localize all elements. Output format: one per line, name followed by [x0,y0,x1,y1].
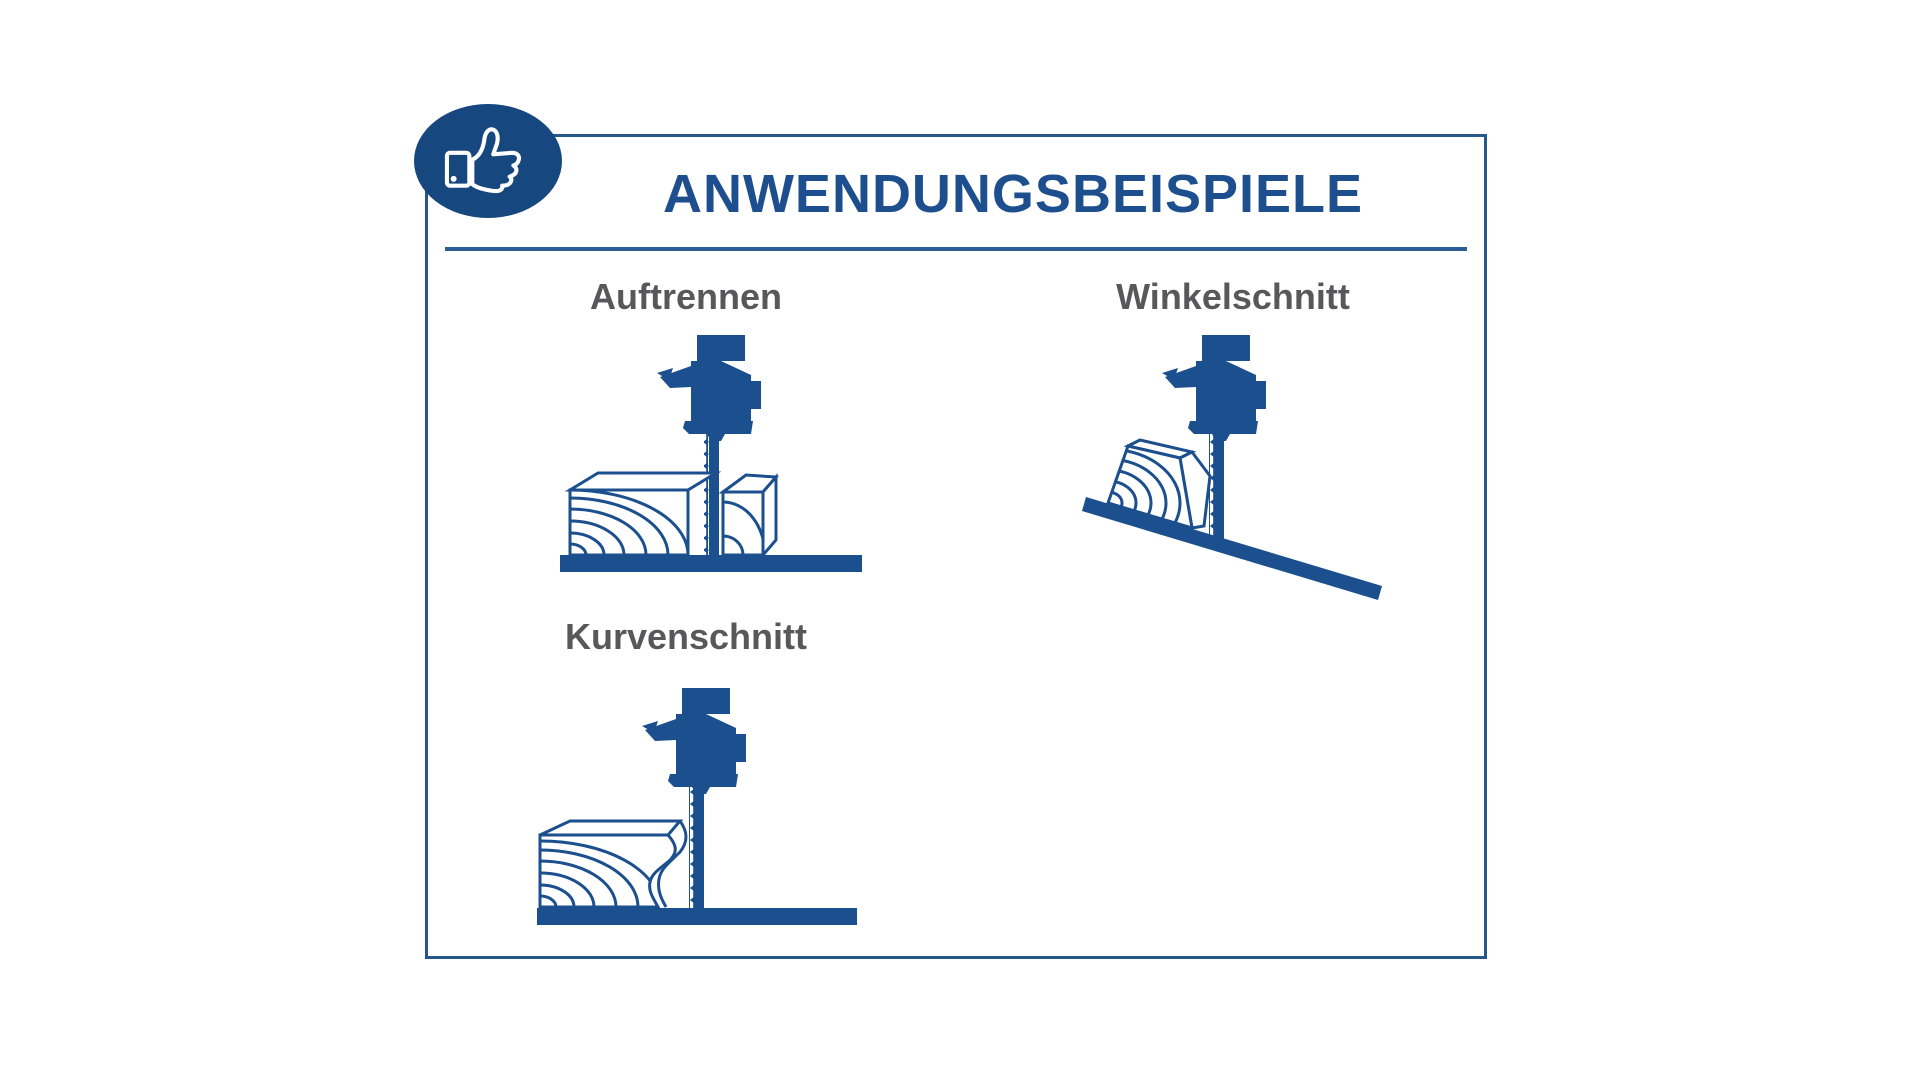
thumbs-up-icon [432,118,544,204]
bandsaw-head-icon [1162,335,1266,441]
auftrennen-illustration [558,330,878,580]
saw-blade [1209,434,1224,546]
label-auftrennen: Auftrennen [590,276,782,317]
saw-blade [704,434,719,564]
saw-table [537,908,857,925]
kurvenschnitt-illustration [530,680,870,940]
label-winkelschnitt: Winkelschnitt [1116,276,1350,317]
page-title: ANWENDUNGSBEISPIELE [662,164,1364,224]
winkelschnitt-illustration [1080,330,1410,610]
tilted-saw-table [1082,497,1382,600]
label-kurvenschnitt: Kurvenschnitt [564,616,808,657]
saw-table [560,555,862,572]
bandsaw-head-icon [642,688,746,794]
title-divider [445,247,1467,251]
saw-blade [689,787,704,920]
bandsaw-head-icon [657,335,761,441]
approval-badge [414,104,562,218]
